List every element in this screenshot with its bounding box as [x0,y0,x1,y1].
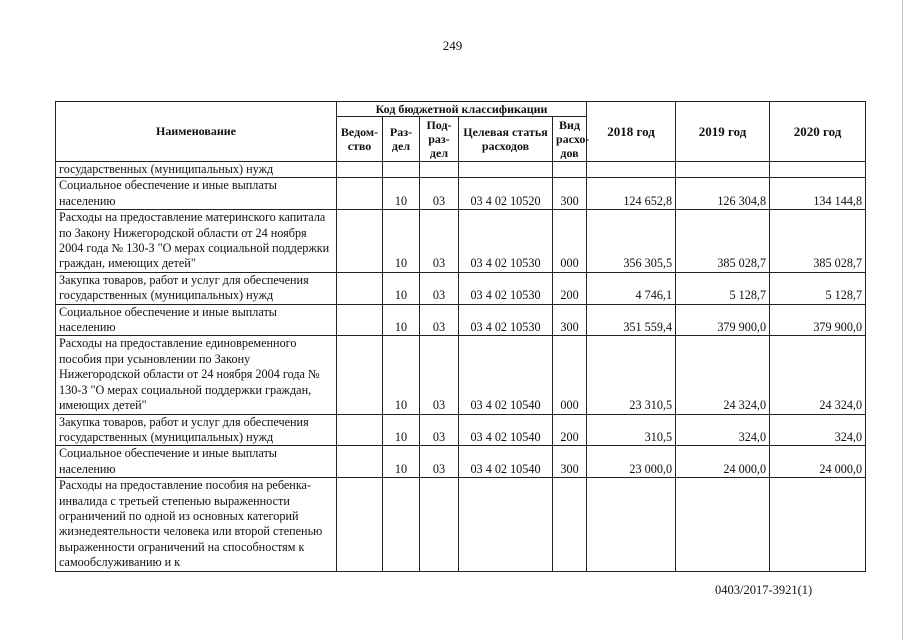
table-body [56,162,866,572]
header-budget-code: Код бюджетной классификации [337,102,587,117]
cell-2019: 24 324,0 [676,336,770,414]
header-podrazdel: Под- раз- дел [420,117,459,162]
cell-2018 [587,478,676,571]
cell-target-article: 03 4 02 10520 [459,178,553,210]
cell-2019: 5 128,7 [676,272,770,304]
header-name: Наименование [56,102,337,162]
table-row [56,478,866,571]
cell-expense-type: 300 [553,304,587,336]
cell-name: Социальное обеспечение и иные выплаты населению [56,446,337,478]
cell-name: Закупка товаров, работ и услуг для обеспечения государственных (муниципальных) нужд [56,272,337,304]
cell-podrazdel: 03 [420,210,459,273]
cell-2020 [770,162,866,178]
cell-2019: 324,0 [676,414,770,446]
cell-expense-type: 300 [553,446,587,478]
header-target-article: Целевая статья расходов [459,117,553,162]
table-row [56,272,866,304]
table-header [56,102,866,162]
cell-2018: 356 305,5 [587,210,676,273]
header-2019: 2019 год [676,102,770,162]
cell-2019: 385 028,7 [676,210,770,273]
cell-razdel: 10 [383,336,420,414]
cell-vedomstvo [337,478,383,571]
cell-2018: 351 559,4 [587,304,676,336]
cell-vedomstvo [337,272,383,304]
cell-expense-type: 300 [553,178,587,210]
header-razdel: Раз- дел [383,117,420,162]
table-row [56,304,866,336]
header-vedomstvo: Ведом- ство [337,117,383,162]
cell-podrazdel: 03 [420,304,459,336]
cell-2018: 23 000,0 [587,446,676,478]
cell-2020: 385 028,7 [770,210,866,273]
cell-2019: 126 304,8 [676,178,770,210]
cell-target-article: 03 4 02 10540 [459,446,553,478]
cell-podrazdel: 03 [420,446,459,478]
cell-vedomstvo [337,446,383,478]
cell-expense-type [553,162,587,178]
cell-razdel: 10 [383,210,420,273]
table-row [56,210,866,273]
cell-razdel: 10 [383,272,420,304]
cell-expense-type: 000 [553,210,587,273]
document-code: 0403/2017-3921(1) [715,583,813,597]
cell-vedomstvo [337,336,383,414]
cell-name: Расходы на предоставление единовременного пособия при усыновлении по Закону Нижегородской области от 24 ноября 2004 года № 130-З "О мерах социальной поддержки граждан, имеющих детей" [56,336,337,414]
cell-podrazdel: 03 [420,178,459,210]
cell-name: Расходы на предоставление материнского капитала по Закону Нижегородской области от 24 ноября 2004 года № 130-З "О мерах социальной поддержки граждан, имеющих детей" [56,210,337,273]
cell-target-article: 03 4 02 10530 [459,304,553,336]
cell-2020: 379 900,0 [770,304,866,336]
cell-name: Социальное обеспечение и иные выплаты населению [56,304,337,336]
page-number: 249 [442,38,463,53]
cell-2018: 310,5 [587,414,676,446]
cell-razdel: 10 [383,304,420,336]
cell-2018: 4 746,1 [587,272,676,304]
cell-2019 [676,162,770,178]
cell-2020: 5 128,7 [770,272,866,304]
cell-podrazdel: 03 [420,414,459,446]
cell-podrazdel [420,478,459,571]
cell-2020: 134 144,8 [770,178,866,210]
table-row [56,446,866,478]
cell-podrazdel [420,162,459,178]
cell-vedomstvo [337,210,383,273]
table-row [56,162,866,178]
cell-vedomstvo [337,162,383,178]
cell-name: Социальное обеспечение и иные выплаты населению [56,178,337,210]
cell-expense-type: 200 [553,414,587,446]
cell-2019: 24 000,0 [676,446,770,478]
cell-vedomstvo [337,414,383,446]
scan-edge-line [902,0,903,640]
cell-expense-type: 000 [553,336,587,414]
cell-vedomstvo [337,304,383,336]
table-row [56,178,866,210]
cell-expense-type [553,478,587,571]
table-row [56,336,866,414]
cell-podrazdel: 03 [420,272,459,304]
cell-target-article [459,478,553,571]
budget-table [55,101,866,572]
cell-2020 [770,478,866,571]
cell-razdel: 10 [383,446,420,478]
cell-razdel: 10 [383,414,420,446]
header-expense-type: Вид расхо- дов [553,117,587,162]
cell-2018: 23 310,5 [587,336,676,414]
cell-target-article: 03 4 02 10530 [459,272,553,304]
cell-target-article: 03 4 02 10540 [459,414,553,446]
cell-2018: 124 652,8 [587,178,676,210]
cell-razdel [383,162,420,178]
cell-2020: 24 000,0 [770,446,866,478]
cell-target-article: 03 4 02 10530 [459,210,553,273]
cell-expense-type: 200 [553,272,587,304]
header-2020: 2020 год [770,102,866,162]
cell-target-article: 03 4 02 10540 [459,336,553,414]
cell-2020: 324,0 [770,414,866,446]
cell-name: государственных (муниципальных) нужд [56,162,337,178]
cell-2018 [587,162,676,178]
cell-razdel [383,478,420,571]
cell-vedomstvo [337,178,383,210]
cell-name: Расходы на предоставление пособия на ребенка-инвалида с третьей степенью выраженности ограничений по одной из основных категорий жизнедеятельности человека или второй степенью выраженности ограничений на способностям к самообслуживанию и к [56,478,337,571]
table-row [56,414,866,446]
cell-2019 [676,478,770,571]
cell-target-article [459,162,553,178]
cell-razdel: 10 [383,178,420,210]
cell-2020: 24 324,0 [770,336,866,414]
cell-2019: 379 900,0 [676,304,770,336]
cell-podrazdel: 03 [420,336,459,414]
cell-name: Закупка товаров, работ и услуг для обеспечения государственных (муниципальных) нужд [56,414,337,446]
header-2018: 2018 год [587,102,676,162]
